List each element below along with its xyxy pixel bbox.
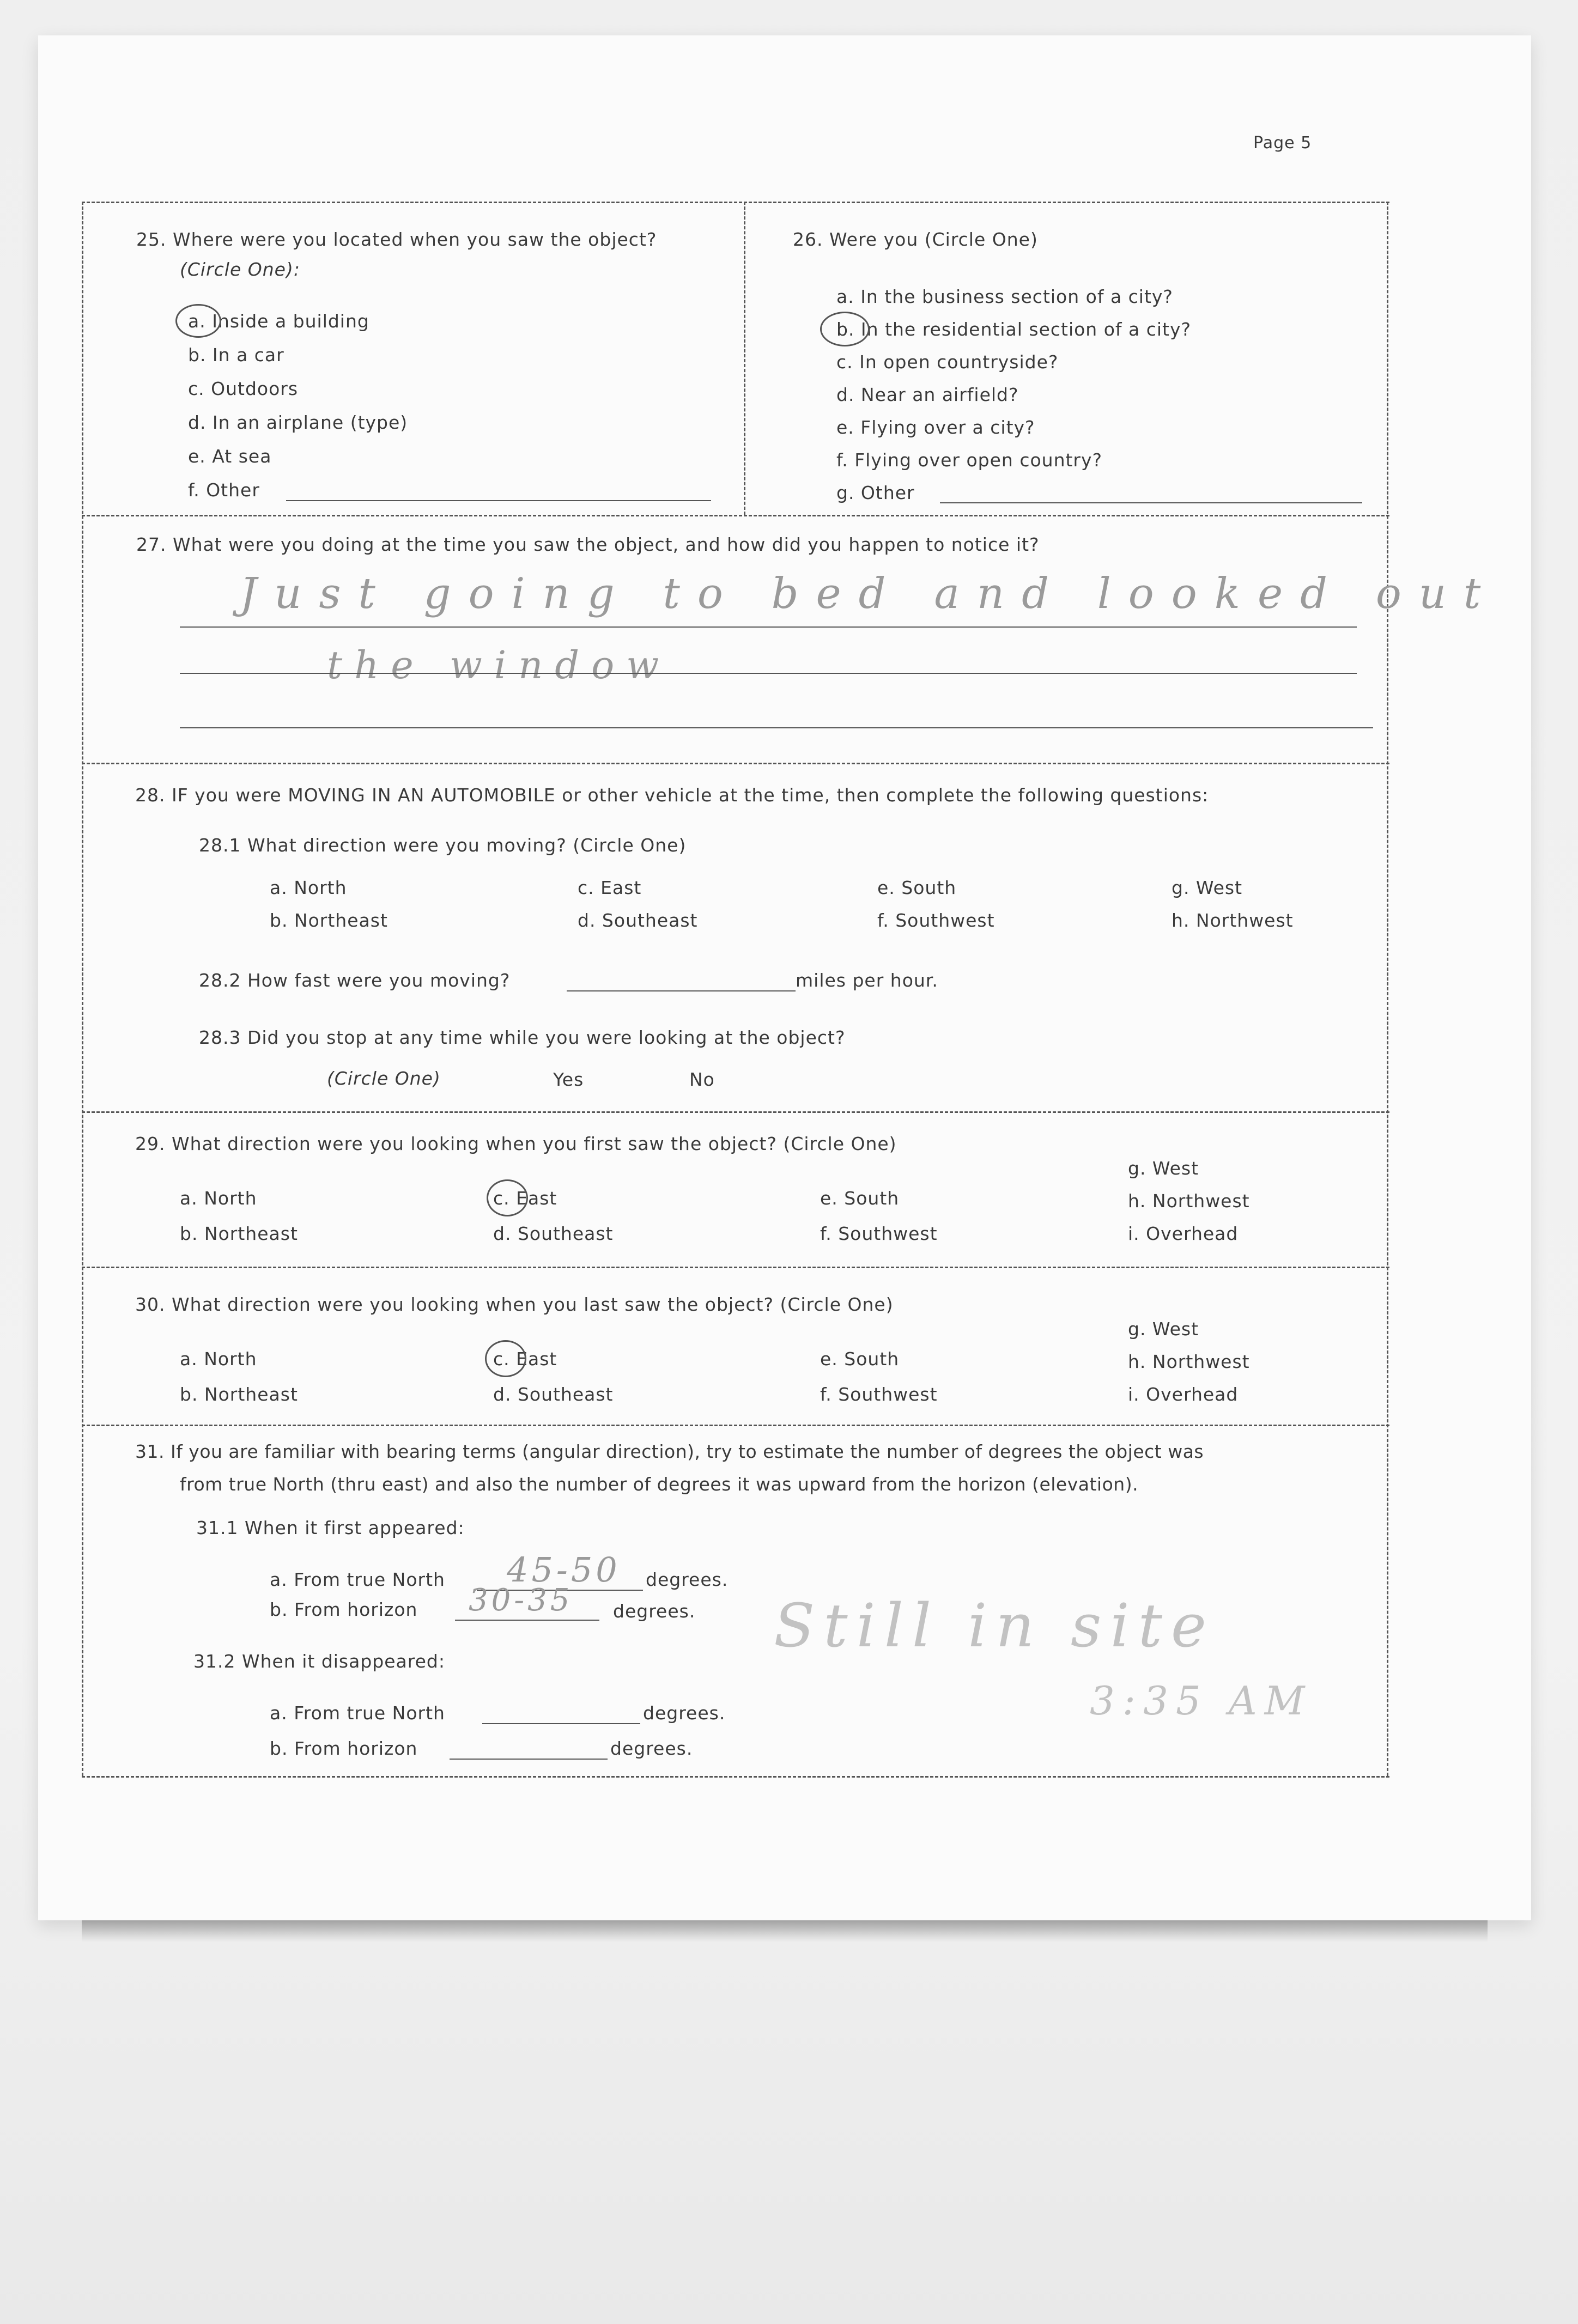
q31-1a-degrees: degrees. (646, 1569, 729, 1590)
q31-1b-degrees: degrees. (613, 1601, 696, 1622)
q27-answer-line-3 (180, 727, 1373, 728)
q28-1-west[interactable]: g. West (1172, 877, 1243, 898)
q31-question-line1: 31. If you are familiar with bearing terms (angular direction), try to estimate the number of degrees the object was (135, 1441, 1204, 1462)
q26-option-e[interactable]: e. Flying over a city? (836, 417, 1035, 438)
q29-overhead[interactable]: i. Overhead (1128, 1223, 1239, 1244)
q29-north[interactable]: a. North (180, 1188, 257, 1209)
q26-question: 26. Were you (Circle One) (793, 229, 1038, 250)
q31-2b-degrees: degrees. (610, 1738, 693, 1759)
q25-option-b[interactable]: b. In a car (188, 344, 284, 366)
q28-1-southwest[interactable]: f. Southwest (877, 910, 995, 931)
q31-1b-line (455, 1620, 599, 1621)
q28-1-northeast[interactable]: b. Northeast (270, 910, 388, 931)
q29-question: 29. What direction were you looking when you first saw the object? (Circle One) (135, 1133, 897, 1154)
divider-after-q30 (82, 1425, 1389, 1426)
q31-handwritten-note-line2: 3:35 AM (1090, 1678, 1313, 1724)
q28-2-question: 28.2 How fast were you moving? (199, 970, 511, 991)
divider-after-q29 (82, 1267, 1389, 1268)
q31-question-line2: from true North (thru east) and also the number of degrees it was upward from the horizon (elevation). (180, 1474, 1139, 1495)
q30-west[interactable]: g. West (1128, 1318, 1199, 1340)
q30-east-circle-mark (485, 1340, 526, 1377)
q27-handwritten-answer-line1: Just going to bed and looked out (240, 569, 1498, 618)
q30-north[interactable]: a. North (180, 1348, 257, 1370)
q29-southeast[interactable]: d. Southeast (493, 1223, 614, 1244)
form-top-border (82, 202, 1389, 203)
q31-2a-line[interactable] (482, 1723, 640, 1724)
q25-circle-one: (Circle One): (180, 259, 300, 280)
q28-1-north[interactable]: a. North (270, 877, 347, 898)
q29-south[interactable]: e. South (820, 1188, 900, 1209)
q25-option-a[interactable]: a. Inside a building (188, 311, 369, 332)
q27-answer-line-2 (180, 673, 1357, 674)
q30-south[interactable]: e. South (820, 1348, 900, 1370)
q25-other-line (286, 500, 711, 501)
q31-1a-handwritten-value: 45-50 (507, 1550, 621, 1590)
q28-1-northwest[interactable]: h. Northwest (1172, 910, 1294, 931)
q31-2b-label: b. From horizon (270, 1738, 418, 1759)
page-shadow (82, 1920, 1488, 1942)
q30-northwest[interactable]: h. Northwest (1128, 1351, 1250, 1372)
q25-option-a-circle-mark (175, 304, 221, 338)
q27-question: 27. What were you doing at the time you saw the object, and how did you happen to notice it? (136, 534, 1040, 555)
form-left-border (82, 202, 83, 1776)
q31-2-question: 31.2 When it disappeared: (193, 1651, 445, 1672)
q25-option-f[interactable]: f. Other (188, 479, 260, 501)
q30-east[interactable]: c. East (493, 1348, 557, 1370)
q26-other-line (940, 502, 1362, 503)
q30-question: 30. What direction were you looking when you last saw the object? (Circle One) (135, 1294, 894, 1315)
divider-after-q27 (82, 763, 1389, 764)
q28-1-question: 28.1 What direction were you moving? (Circle One) (199, 835, 687, 856)
divider-after-q26 (82, 515, 1389, 516)
q30-southeast[interactable]: d. Southeast (493, 1384, 614, 1405)
form-bottom-border (82, 1776, 1389, 1778)
q28-1-southeast[interactable]: d. Southeast (578, 910, 698, 931)
q31-1a-label: a. From true North (270, 1569, 445, 1590)
page-number: Page 5 (1253, 133, 1312, 153)
q28-2-speed-line[interactable] (567, 990, 796, 991)
q29-northeast[interactable]: b. Northeast (180, 1223, 298, 1244)
q25-option-d[interactable]: d. In an airplane (type) (188, 412, 408, 433)
q26-option-b[interactable]: b. In the residential section of a city? (836, 319, 1192, 340)
q28-1-east[interactable]: c. East (578, 877, 642, 898)
q28-question: 28. IF you were MOVING IN AN AUTOMOBILE or other vehicle at the time, then complete the following questions: (135, 784, 1209, 806)
q29-east[interactable]: c. East (493, 1188, 557, 1209)
q29-east-circle-mark (487, 1179, 528, 1216)
q30-northeast[interactable]: b. Northeast (180, 1384, 298, 1405)
q27-handwritten-answer-line2: the window (327, 643, 671, 688)
q29-southwest[interactable]: f. Southwest (820, 1223, 938, 1244)
q28-3-circle-one: (Circle One) (327, 1068, 441, 1089)
divider-after-q28 (82, 1111, 1389, 1113)
q25-option-c[interactable]: c. Outdoors (188, 378, 299, 399)
q31-1b-handwritten-value: 30-35 (469, 1583, 573, 1618)
q31-1-question: 31.1 When it first appeared: (196, 1517, 465, 1538)
q31-handwritten-note-line1: Still in site (774, 1591, 1215, 1660)
q31-2a-label: a. From true North (270, 1702, 445, 1724)
q31-1b-label: b. From horizon (270, 1599, 418, 1620)
q28-3-question: 28.3 Did you stop at any time while you were looking at the object? (199, 1027, 846, 1048)
q26-option-f[interactable]: f. Flying over open country? (836, 449, 1103, 471)
q29-west[interactable]: g. West (1128, 1158, 1199, 1179)
q28-3-yes[interactable]: Yes (553, 1069, 584, 1090)
q28-3-no[interactable]: No (689, 1069, 715, 1090)
q29-northwest[interactable]: h. Northwest (1128, 1190, 1250, 1212)
q26-option-g[interactable]: g. Other (836, 482, 915, 503)
q27-answer-line-1 (180, 626, 1357, 628)
q26-option-d[interactable]: d. Near an airfield? (836, 384, 1019, 405)
q30-southwest[interactable]: f. Southwest (820, 1384, 938, 1405)
q26-option-a[interactable]: a. In the business section of a city? (836, 286, 1173, 307)
q31-2b-line[interactable] (450, 1759, 608, 1760)
q31-2a-degrees: degrees. (643, 1702, 726, 1724)
q25-option-e[interactable]: e. At sea (188, 446, 272, 467)
q28-2-units: miles per hour. (796, 970, 938, 991)
q25-question: 25. Where were you located when you saw the object? (136, 229, 657, 250)
q30-overhead[interactable]: i. Overhead (1128, 1384, 1239, 1405)
form-right-border (1387, 202, 1388, 1776)
q28-1-south[interactable]: e. South (877, 877, 957, 898)
q25-q26-divider (744, 202, 745, 515)
q26-option-c[interactable]: c. In open countryside? (836, 351, 1059, 373)
q26-option-b-circle-mark (820, 312, 870, 346)
